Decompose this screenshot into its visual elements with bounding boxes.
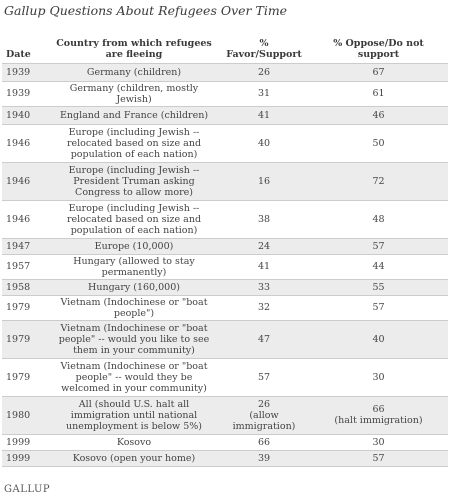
- cell-date: 1980: [2, 396, 49, 434]
- table-row: [2, 63, 448, 81]
- cell-favor: 47: [219, 320, 309, 358]
- cell-date: 1947: [2, 238, 49, 254]
- table-row: [2, 200, 448, 238]
- cell-oppose: 44: [309, 254, 448, 279]
- table-row: [2, 320, 448, 358]
- cell-favor: [219, 396, 309, 434]
- cell-oppose: 57: [309, 450, 448, 466]
- cell-country: Europe (including Jewish -- President Truman asking Congress to allow more): [49, 162, 219, 200]
- cell-favor: 38: [219, 200, 309, 238]
- cell-country: Europe (including Jewish -- relocated based on size and population of each nation): [49, 200, 219, 238]
- table-row: [2, 238, 448, 254]
- column-header-country: Country from which refugees are fleeing: [56, 37, 212, 60]
- table-body: [2, 63, 448, 466]
- cell-oppose: 30: [309, 434, 448, 450]
- cell-oppose: 67: [309, 63, 448, 81]
- cell-date: 1999: [2, 434, 49, 450]
- cell-date: 1979: [2, 320, 49, 358]
- gallup-footer-logo: GALLUP: [4, 484, 51, 495]
- table-row: [2, 106, 448, 124]
- cell-date: 1979: [2, 295, 49, 320]
- cell-favor: 41: [219, 106, 309, 124]
- cell-favor: 33: [219, 279, 309, 295]
- table-row: [2, 358, 448, 396]
- cell-country: Vietnam (Indochinese or "boat people" -- would they be welcomed in your community): [49, 358, 219, 396]
- cell-favor: 24: [219, 238, 309, 254]
- table-row: [2, 81, 448, 106]
- cell-country: Vietnam (Indochinese or "boat people" -- would you like to see them in your community): [49, 320, 219, 358]
- table-row: [2, 279, 448, 295]
- cell-favor: 41: [219, 254, 309, 279]
- oppose-value: 66: [372, 404, 385, 415]
- cell-favor: 26: [219, 63, 309, 81]
- cell-date: 1999: [2, 450, 49, 466]
- cell-country: Europe (10,000): [49, 238, 219, 254]
- cell-date: 1946: [2, 200, 49, 238]
- cell-date: 1957: [2, 254, 49, 279]
- cell-date: 1940: [2, 106, 49, 124]
- cell-country: Europe (including Jewish -- relocated based on size and population of each nation): [49, 124, 219, 162]
- cell-date: 1979: [2, 358, 49, 396]
- table-row: [2, 450, 448, 466]
- favor-value: 26: [257, 398, 271, 410]
- cell-favor: 31: [219, 81, 309, 106]
- cell-country: England and France (children): [49, 106, 219, 124]
- cell-oppose: 57: [309, 238, 448, 254]
- table-row: [2, 162, 448, 200]
- cell-date: 1939: [2, 63, 49, 81]
- table-row: [2, 254, 448, 279]
- table-row: [2, 124, 448, 162]
- cell-favor: 16: [219, 162, 309, 200]
- cell-favor: 39: [219, 450, 309, 466]
- cell-country: Kosovo (open your home): [49, 450, 219, 466]
- cell-oppose: 48: [309, 200, 448, 238]
- cell-country: Kosovo: [49, 434, 219, 450]
- cell-country: Vietnam (Indochinese or "boat people"): [49, 295, 219, 320]
- oppose-note: (halt immigration): [334, 415, 423, 426]
- cell-date: 1946: [2, 124, 49, 162]
- column-header-favor: % Favor/Support: [226, 37, 302, 60]
- cell-country: Hungary (allowed to stay permanently): [49, 254, 219, 279]
- cell-date: 1958: [2, 279, 49, 295]
- favor-note: (allow immigration): [232, 409, 296, 432]
- cell-oppose: 61: [309, 81, 448, 106]
- cell-oppose: 55: [309, 279, 448, 295]
- cell-oppose: 72: [309, 162, 448, 200]
- refugee-poll-table: [2, 25, 448, 467]
- cell-country: All (should U.S. halt all immigration until national unemployment is below 5%): [49, 396, 219, 434]
- cell-oppose: 40: [309, 320, 448, 358]
- cell-oppose: 46: [309, 106, 448, 124]
- cell-country: Germany (children): [49, 63, 219, 81]
- cell-oppose: 30: [309, 358, 448, 396]
- cell-oppose: 50: [309, 124, 448, 162]
- table-row: [2, 434, 448, 450]
- table-row: [2, 295, 448, 320]
- header-row: [2, 25, 448, 63]
- table-title: Gallup Questions About Refugees Over Time: [4, 3, 288, 18]
- cell-country: Germany (children, mostly Jewish): [49, 81, 219, 106]
- column-header-date: Date: [6, 48, 31, 60]
- cell-favor: 66: [219, 434, 309, 450]
- cell-favor: 40: [219, 124, 309, 162]
- table-row: [2, 396, 448, 434]
- cell-oppose: 57: [309, 295, 448, 320]
- cell-favor: 32: [219, 295, 309, 320]
- cell-oppose: [309, 396, 448, 434]
- column-header-oppose: % Oppose/Do not support: [333, 37, 424, 60]
- cell-favor: 57: [219, 358, 309, 396]
- cell-country: Hungary (160,000): [49, 279, 219, 295]
- cell-date: 1939: [2, 81, 49, 106]
- cell-date: 1946: [2, 162, 49, 200]
